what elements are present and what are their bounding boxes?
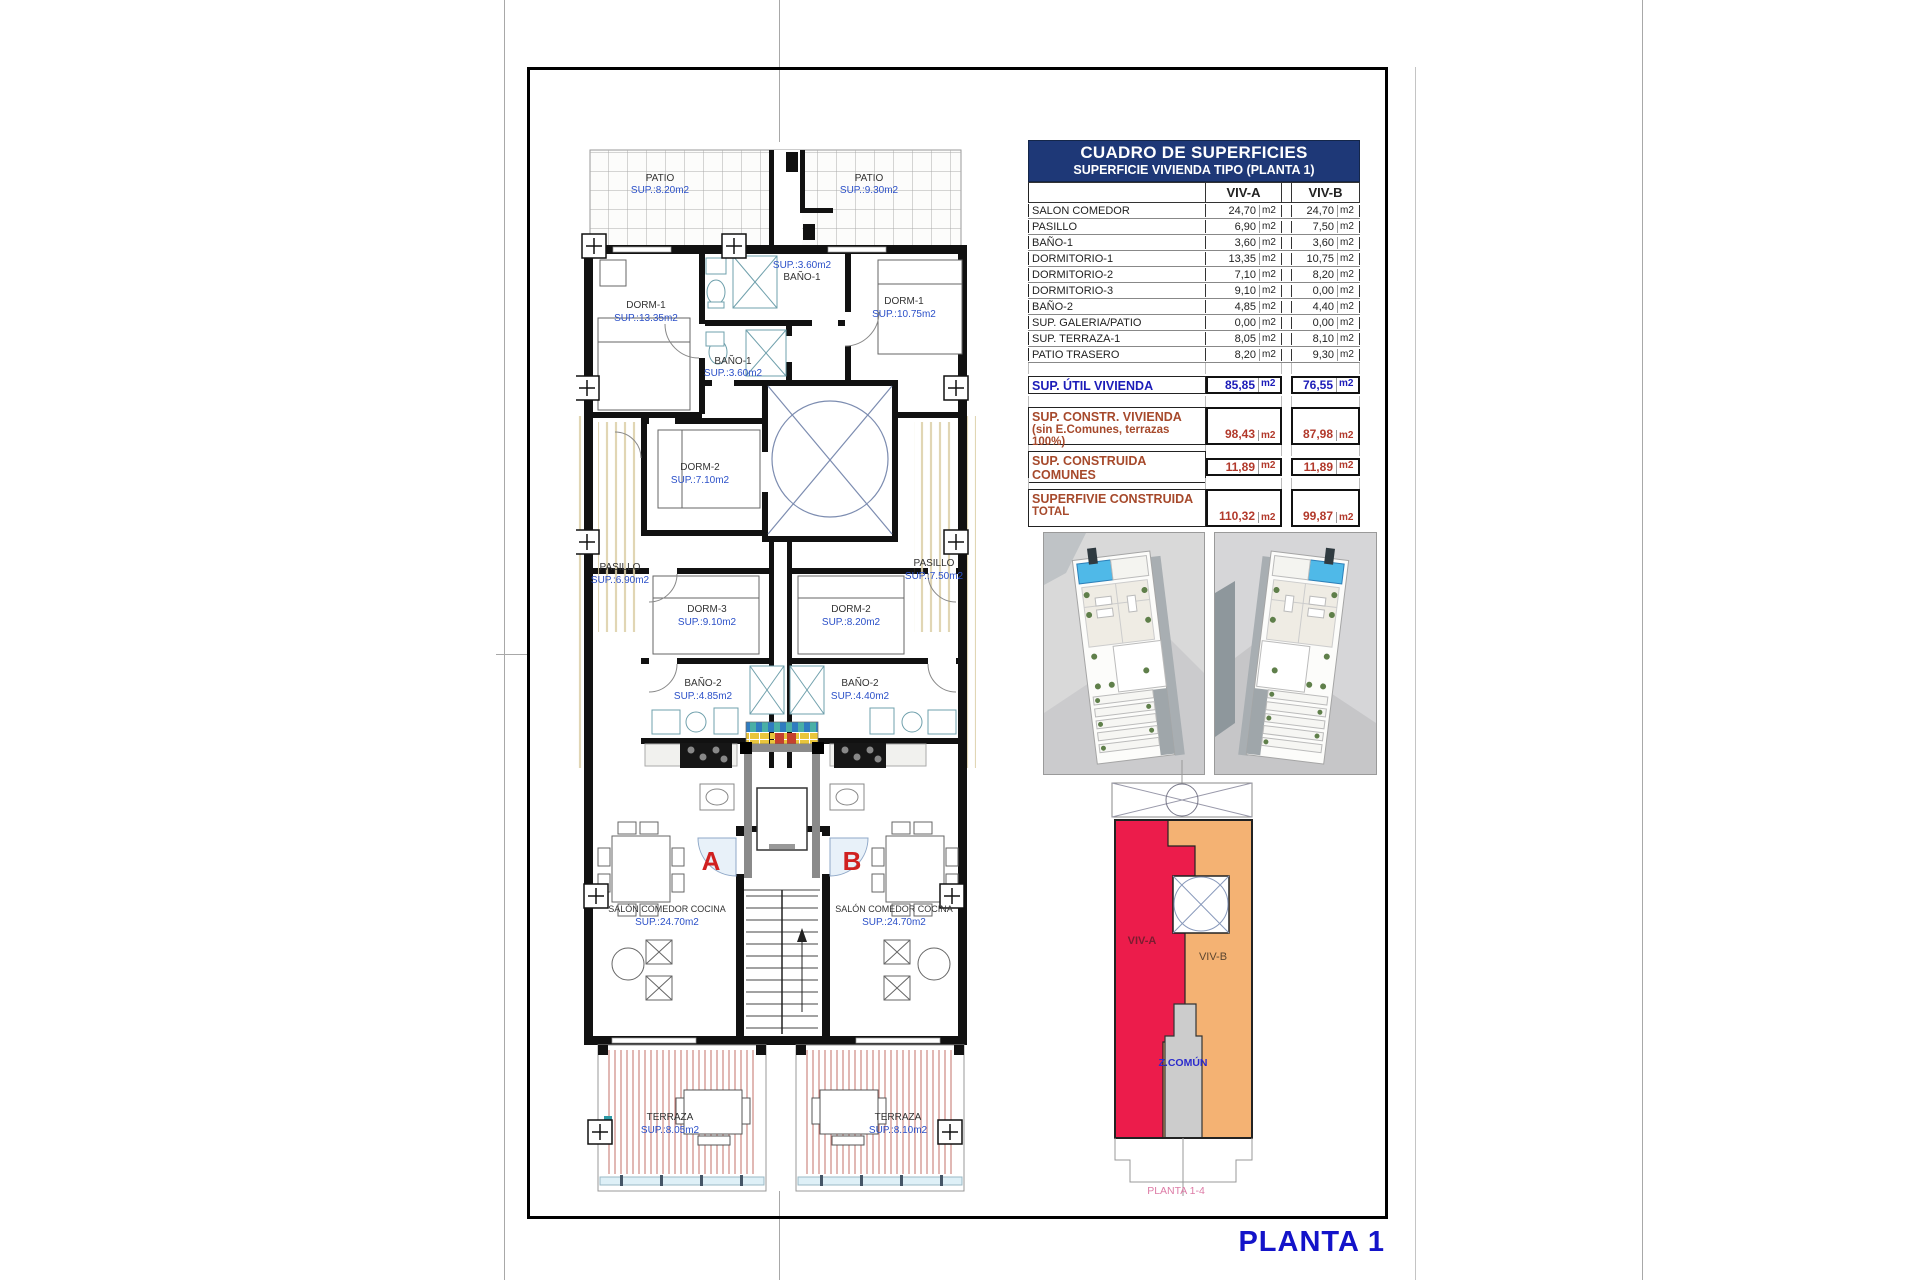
column-header-row: [1028, 182, 1360, 203]
room-label: PATIO: [854, 173, 884, 184]
axis-tick-left: [496, 654, 527, 655]
render-3d-right: [1214, 532, 1377, 775]
room-label: BAÑO-1: [714, 356, 752, 367]
table-row: SALON COMEDOR 24,70 m2 24,70 m2: [1028, 203, 1360, 219]
room-sup: SUP.:8.20m2: [630, 185, 690, 196]
room-sup: SUP.:6.90m2: [590, 575, 650, 586]
sheet-line-inner-right: [1415, 67, 1416, 1280]
room-label: DORM-1: [626, 300, 666, 311]
table-header: [1028, 140, 1360, 182]
row-sup-comunes: SUP. CONSTRUIDA COMUNES 11,89 m2 11,89 m2: [1028, 456, 1360, 478]
room-sup: SUP.:24.70m2: [635, 917, 699, 928]
render-3d-left: [1043, 532, 1205, 775]
floor-plan: [576, 140, 976, 1202]
room-label: PATIO: [645, 173, 675, 184]
room-label: DORM-2: [831, 604, 871, 615]
diagram-common-label: Z.COMÚN: [1158, 1057, 1208, 1069]
room-label: TERRAZA: [646, 1112, 694, 1123]
room-label: BAÑO-1: [783, 272, 821, 283]
room-label: BAÑO-2: [684, 678, 722, 689]
table-row: DORMITORIO-3 9,10 m2 0,00 m2: [1028, 283, 1360, 299]
table-title: CUADRO DE SUPERFICIES: [1080, 143, 1308, 162]
render-3d-right-image: [1215, 533, 1376, 774]
room-sup: SUP.:8.20m2: [821, 617, 881, 628]
table-row: BAÑO-2 4,85 m2 4,40 m2: [1028, 299, 1360, 315]
room-sup: SUP.:7.10m2: [670, 475, 730, 486]
table-row: SUP. TERRAZA-1 8,05 m2 8,10 m2: [1028, 331, 1360, 347]
room-sup: SUP.:4.85m2: [673, 691, 733, 702]
room-label: SALÓN COMEDOR COCINA: [608, 904, 726, 914]
room-sup: SUP.:4.40m2: [830, 691, 890, 702]
room-sup: SUP.:10.75m2: [872, 309, 936, 320]
diagram-viv-a-label: VIV-A: [1127, 935, 1157, 947]
unit-key-diagram: [1100, 758, 1260, 1203]
room-label: BAÑO-2: [841, 678, 879, 689]
stairs: [744, 890, 820, 1034]
room-label: PASILLO: [913, 558, 955, 569]
row-sup-constr: SUP. CONSTR. VIVIENDA (sin E.Comunes, terrazas 100%) 98,43 m2 87,98 m2: [1028, 407, 1360, 445]
room-label: DORM-2: [680, 462, 720, 473]
sheet-edge-right: [1642, 0, 1643, 1280]
room-label: DORM-1: [884, 296, 924, 307]
table-row: PASILLO 6,90 m2 7,50 m2: [1028, 219, 1360, 235]
room-sup: SUP.:3.60m2: [772, 260, 832, 271]
sheet-title: PLANTA 1: [1238, 1226, 1385, 1258]
table-subtitle: SUPERFICIE VIVIENDA TIPO (PLANTA 1): [1073, 163, 1315, 177]
table-row: DORMITORIO-1 13,35 m2 10,75 m2: [1028, 251, 1360, 267]
elevator: [740, 742, 824, 878]
mosaic-tiles: [746, 722, 818, 744]
table-row: SUP. GALERIA/PATIO 0,00 m2 0,00 m2: [1028, 315, 1360, 331]
roof-outline: [1112, 783, 1252, 817]
room-sup: SUP.:13.35m2: [614, 313, 678, 324]
row-sup-util: SUP. ÚTIL VIVIENDA 85,85 m2 76,55 m2: [1028, 374, 1360, 396]
col-viv-b: VIV-B: [1291, 183, 1360, 202]
diagram-viv-b-label: VIV-B: [1198, 951, 1228, 963]
surface-table: [1028, 140, 1360, 527]
table-row: DORMITORIO-2 7,10 m2 8,20 m2: [1028, 267, 1360, 283]
room-sup: SUP.:8.10m2: [868, 1125, 928, 1136]
room-sup: SUP.:9.30m2: [839, 185, 899, 196]
row-sup-total: SUPERFIVIE CONSTRUIDA TOTAL 110,32 m2 99,87 m2: [1028, 489, 1360, 527]
room-sup: SUP.:7.50m2: [904, 571, 964, 582]
room-sup: SUP.:8.05m2: [640, 1125, 700, 1136]
diagram-caption: PLANTA 1-4: [1147, 1185, 1205, 1197]
patio-zone: [590, 150, 961, 246]
table-row: BAÑO-1 3,60 m2 3,60 m2: [1028, 235, 1360, 251]
room-label: TERRAZA: [874, 1112, 922, 1123]
render-3d-left-image: [1044, 533, 1204, 774]
patio-core: [1173, 876, 1229, 933]
room-sup: SUP.:24.70m2: [862, 917, 926, 928]
room-label: SALÓN COMEDOR COCINA: [835, 904, 953, 914]
unit-letter-b: B: [842, 846, 862, 876]
room-label: PASILLO: [599, 562, 641, 573]
room-label: DORM-3: [687, 604, 727, 615]
sheet-edge-left: [504, 0, 505, 1280]
unit-letter-a: A: [701, 846, 721, 876]
table-row: PATIO TRASERO 8,20 m2 9,30 m2: [1028, 347, 1360, 363]
room-sup: SUP.:3.60m2: [703, 368, 763, 379]
stairwell-circle: [768, 386, 892, 534]
col-viv-a: VIV-A: [1206, 183, 1282, 202]
room-sup: SUP.:9.10m2: [677, 617, 737, 628]
